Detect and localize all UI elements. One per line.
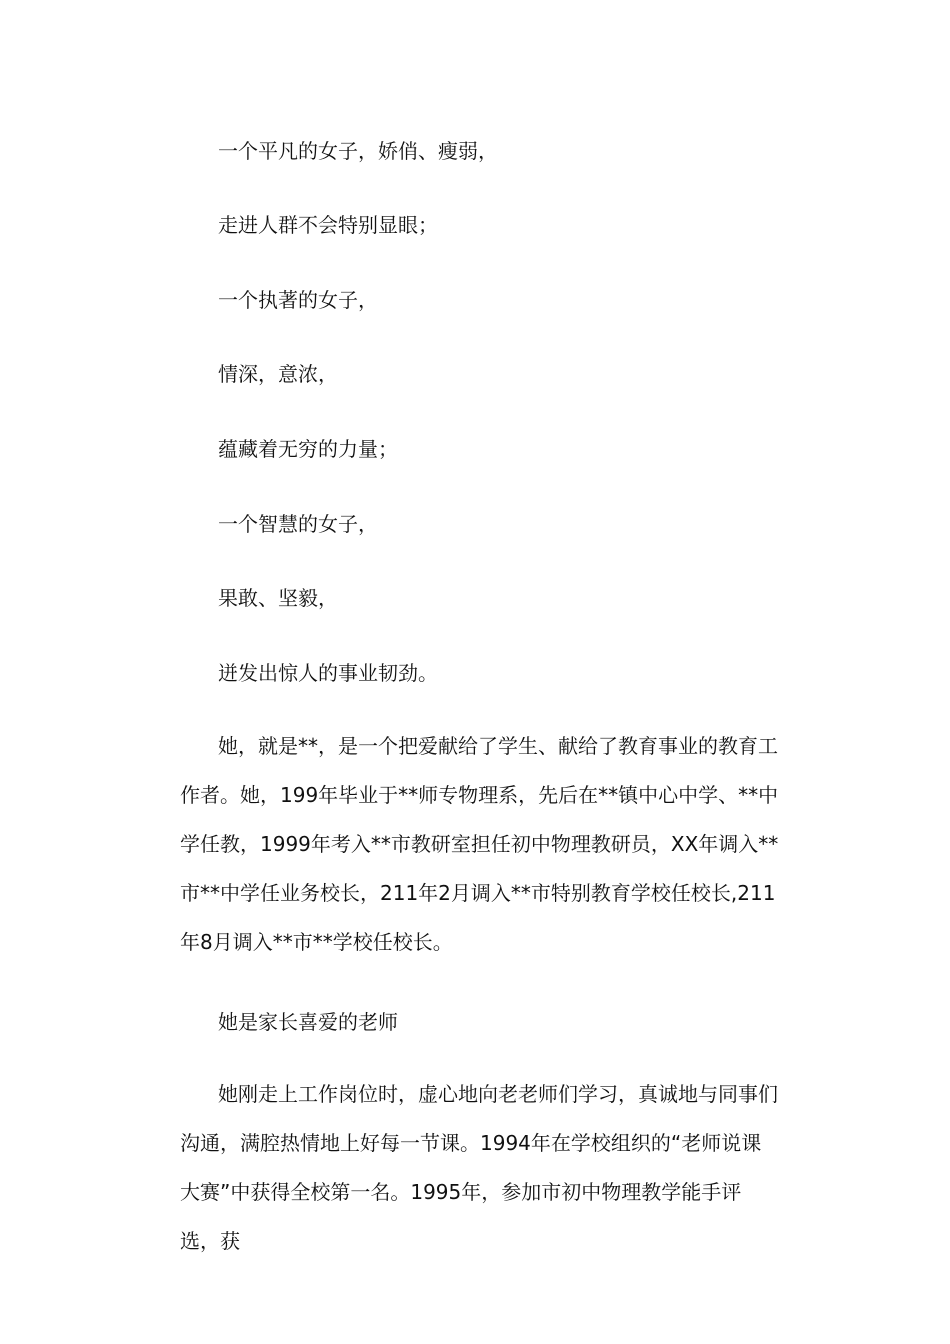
- poem-line-6: 一个智慧的女子，: [218, 512, 378, 536]
- poem-line-1: 一个平凡的女子，娇俏、瘦弱，: [218, 139, 498, 163]
- poem-line-2: 走进人群不会特别显眼；: [218, 213, 438, 237]
- intro-paragraph: 她，就是**，是一个把爱献给了学生、献给了教育事业的教育工作者。她，199年毕业于**师专物理系，先后在**镇中心中学、**中学任教，1999年考入**市教研室担任初中物理教研员，XX年调入**市**中学任业务校长，211年2月调入**市特别教育学校任校长,211年8月调入**市**学校任校长。: [180, 734, 779, 954]
- poem-line-7: 果敢、坚毅，: [218, 586, 338, 610]
- poem-line-4: 情深，意浓，: [218, 362, 338, 386]
- poem-line-8: 迸发出惊人的事业韧劲。: [218, 661, 438, 685]
- poem-line-5: 蕴藏着无穷的力量；: [218, 437, 398, 461]
- section-heading: 她是家长喜爱的老师: [218, 1010, 398, 1034]
- section-paragraph: 她刚走上工作岗位时，虚心地向老老师们学习，真诚地与同事们沟通，满腔热情地上好每一节课。1994年在学校组织的“老师说课大赛”中获得全校第一名。1995年，参加市初中物理教学能手评选，获: [180, 1082, 778, 1253]
- poem-line-3: 一个执著的女子，: [218, 288, 378, 312]
